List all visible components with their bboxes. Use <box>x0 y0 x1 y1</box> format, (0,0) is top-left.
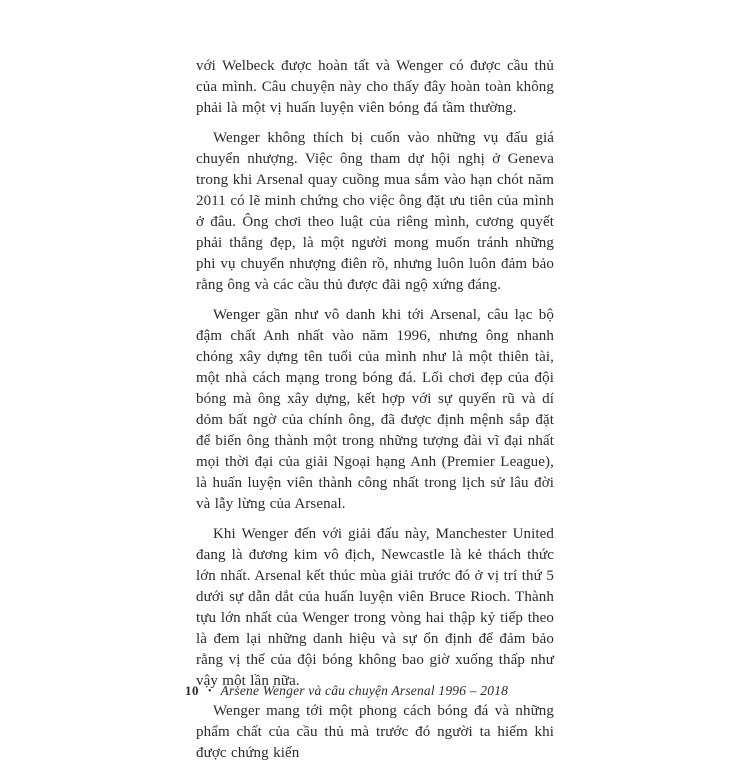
body-paragraph: với Welbeck được hoàn tất và Wenger có được cầu thủ của mình. Câu chuyện này cho thấy đây hoàn toàn không phải là một vị huấn luyện viên bóng đá tầm thường. <box>196 58 554 116</box>
body-paragraph: Wenger gần như vô danh khi tới Arsenal, câu lạc bộ đậm chất Anh nhất vào năm 1996, nhưng ông nhanh chóng xây dựng tên tuổi của mình như là một thiên tài, một nhà cách mạng trong bóng đá. Lối chơi đẹp của đội bóng mà ông xây dựng, kết hợp với sự quyến rũ và dí dỏm bất ngờ của chính ông, đã được định mệnh sắp đặt để biến ông thành một trong những tượng đài vĩ đại nhất mọi thời đại của giải Ngoại hạng Anh (Premier League), là huấn luyện viên thành công nhất trong lịch sử lâu đời và lẫy lừng của Arsenal. <box>196 307 554 512</box>
page-number: 10 <box>185 683 199 698</box>
body-paragraph: Wenger không thích bị cuốn vào những vụ đấu giá chuyển nhượng. Việc ông tham dự hội nghị ở Geneva trong khi Arsenal quay cuồng mua sắm vào hạn chót năm 2011 có lẽ minh chứng cho việc ông đặt ưu tiên của mình ở đâu. Ông chơi theo luật của riêng mình, cương quyết phải thắng đẹp, là một người mong muốn tránh những phi vụ chuyển nhượng điên rồ, nhưng luôn luôn đảm bảo rằng ông và các cầu thủ được đãi ngộ xứng đáng. <box>196 130 554 293</box>
body-paragraph: Khi Wenger đến với giải đấu này, Manchester United đang là đương kim vô địch, Newcastle là kẻ thách thức lớn nhất. Arsenal kết thúc mùa giải trước đó ở vị trí thứ 5 dưới sự dẫn dắt của huấn luyện viên Bruce Rioch. Thành tựu lớn nhất của Wenger trong vòng hai thập kỷ tiếp theo là đem lại những danh hiệu và sự ổn định để đảm bảo rằng vị thế của đội bóng không bao giờ xuống thấp như vậy một lần nữa. <box>196 526 554 689</box>
body-paragraph: Wenger mang tới một phong cách bóng đá và những phẩm chất của cầu thủ mà trước đó người ta hiếm khi được chứng kiến <box>196 703 554 761</box>
running-title: Arsene Wenger và câu chuyện Arsenal 1996 – 2018 <box>220 683 509 698</box>
page-body-text <box>196 56 554 773</box>
footer-bullet-separator: • <box>208 686 212 697</box>
page-footer <box>185 683 508 699</box>
